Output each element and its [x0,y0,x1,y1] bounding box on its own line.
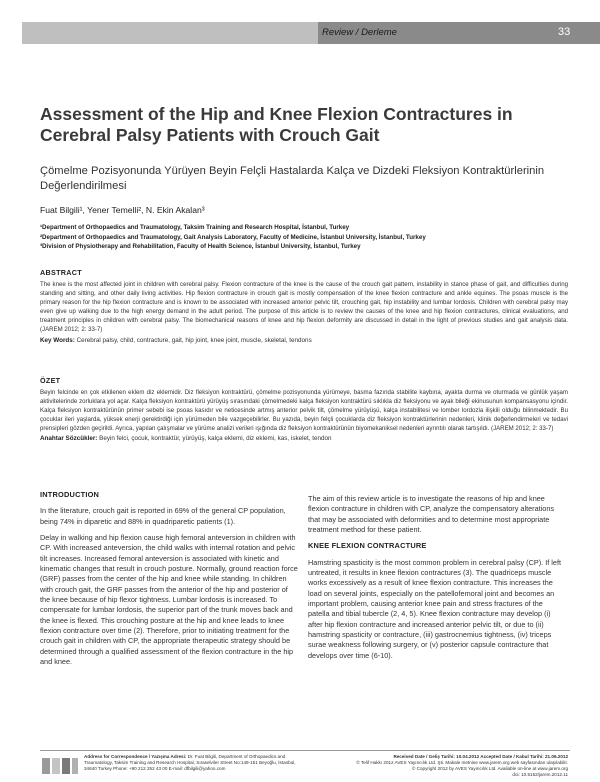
ozet-section [40,376,568,443]
page-number: 33 [558,26,571,38]
header-bar-left [22,22,318,44]
article-title: Assessment of the Hip and Knee Flexion Contractures in Cerebral Palsy Patients with Crouch Gait [40,104,513,145]
aim-paragraph: The aim of this review article is to investigate the reasons of hip and knee flexion contracture in children with CP, analyze the compensatory alterations that may be associated with deformities and to determine most appropriate treatment method for these patient. [308,494,555,535]
doi: doi: 10.5152/jarem.2012.11 [512,772,568,777]
right-column [308,494,566,667]
received-accepted-dates: Received Date / Geliş Tarihi: 10.04.2012 Accepted Date / Kabul Tarihi: 21.06.2012 [393,754,568,759]
keywords-label: Key Words: [40,336,75,344]
ozet-keywords [40,434,568,443]
author-list: Fuat Bilgili¹, Yener Temelli², N. Ekin Akalan³ [40,205,205,215]
ozet-text: Beyin felcinde en çok etkilenen eklem diz eklemidir. Diz fleksiyon kontraktürü, çömelme pozisyonunda yürümeye, basma fazında stabilite kaybına, ayakta durma ve oturmada ve günlük yaşam aktivitelerinde zorluklara yol açar. Kalça fleksiyon kontraktürü yürüyüş sırasındaki çömelmedeki kalça fleksiyon kontraktürü sıklıkla diz fleksiyonu ve ayak bileği ekinusunun kompansasyonu içindir. Kalça fleksiyon kontraktürünün primer sebebi ise psoas kasıdır ve neticesinde artmış anterior pelvik tilt, çömelme yürüyüşü, kalça instabilitesi ve lomber lordozla ilişkili olduğu bilinmektedir. Bu çocuklar ileri yaşlarda, yüksek enerji gerektirdiği için yürümeden bile vazgeçebilirler. Bu yazıda, beyin felçli çocuklarda diz fleksiyon kontraktürlerinin nedenleri, klinik değerlendirmeleri ve tedavi prensipleri gözden geçirildi. Ayrıca, yapılan çalışmalar ve yürüme analizi verileri ışığında diz fleksiyon kontraktürünün biyomekaniksel nedenleri ayrıntılı olarak tartışıldı. (JAREM 2012; 2: 33-7) [40,389,568,433]
correspondence-text: Dr. Fuat Bilgili, Department of Orthopaedics and Traumatology, Taksim Training and Research Hospital, Sıraselviler Street No:149-151 Beyoğlu, İstanbul, 34640 Turkey Phone: +90 212 252 43 00 E-mail: dfbilgili@yahoo.com [84,754,296,771]
abstract-heading: ABSTRACT [40,268,82,277]
keywords-text: Cerebral palsy, child, contracture, gait, hip joint, knee joint, muscle, skeletal, tendons [76,336,312,344]
affiliations [40,223,570,252]
correspondence-label: Address for Correspondence / Yazışma Adresi: [84,754,187,759]
affiliation-1: ¹Department of Orthopaedics and Traumatology, Taksim Training and Research Hospital, İstanbul, Turkey [40,224,350,231]
abstract-text: The knee is the most affected joint in children with cerebral palsy. Flexion contracture of the knee is the cause of the crouch gait pattern, instability in stance phase of gait, and difficulties during standing and sitting, and other daily living activities. Hip flexion contracture in crouch gait is mostly compensation of the knee flexion contracture and ankle equines. The psoas muscle is the primary reason for the hip flexion contracture and is known to be associated with increased anterior pelvic tilt, crouching gait, hip instability and lumbar lordosis. Children with cerebral palsy may even give up walking due to the high energy demand in the adult period. The purpose of this article is to review the causes of the knee and hip flexion contractures, clinical evaluations, and treatment principles in children with cerebral palsy. The biomechanical reasons of knee and hip flexion deformity are discussed in detail in the light of previous studies and gait analysis data. (JAREM 2012; 2: 33-7) [40,281,568,334]
copyright-en: © Copyright 2012 by AVES Yayıncılık Ltd. Available on-line at www.jarem.org [412,766,568,771]
intro-paragraph-2: Delay in walking and hip flexion cause high femoral anteversion in children with CP. With increased anteversion, the child walks with internal rotation and pelvic tilt increases. Increased femoral anteversion is associated with kinetic and kinematic changes that result in crouch posture. Normally, ground reaction force (GRF) passes from the center of the hip and knee while standing. In children with crouch gait, the GRF passes from the anterior of the hip and posterior of the knee because of hip flexor tightness. Lumbar lordosis is increased. To compensate for lumbar lordosis, the superior part of the trunk moves back and the knee is flexed. This crouching posture at the hip and knee leads to knee flexion contracture over time (2). Therefore, prior to initiating treatment for the crouch gait in children with CP, the appropriate therapeutic strategy should be determined through a qualified assessment of the flexion contracture in the hip and knee. [40,533,298,667]
correspondence-block [84,754,299,772]
section-label: Review / Derleme [322,27,397,38]
affiliation-2: ²Department of Orthopaedics and Traumatology, Gait Analysis Laboratory, Faculty of Medicine, İstanbul University, İstanbul, Turkey [40,233,426,241]
knee-flexion-paragraph: Hamstring spasticity is the most common problem in cerebral palsy (CP). If left untreated, it results in knee flexion contractures (3). The quadriceps muscle works excessively as a result of knee flexion contracture. This increases the load on several joints, especially on the patellofemoral joint and becomes an important problem, causing anterior knee pain and stress fractures of the patella and tibial tubercle (2, 4, 5). Knee flexion contracture may develop (i) after hip flexion contracture and increased anterior pelvic tilt, or due to (ii) hamstring spasticity or contracture, (iii) gastrocnemius tightness, (iv) triceps surae weakness following surgery, or (v) posterior capsule contracture that develops over time (6-10). [308,557,562,660]
footer-divider [40,750,570,751]
abstract-section [40,268,568,345]
publication-info [318,754,568,778]
article-subtitle: Çömelme Pozisyonunda Yürüyen Beyin Felçli Hastalarda Kalça ve Dizdeki Fleksiyon Kontraktürlerinin Değerlendirilmesi [40,165,545,192]
anahtar-text: Beyin felci, çocuk, kontraktür, yürüyüş, kalça eklemi, diz eklemi, kas, iskelet, tendon [99,435,332,443]
publisher-logo-icon [40,755,80,777]
abstract-keywords [40,336,568,345]
header-bar [0,22,600,44]
introduction-heading: INTRODUCTION [40,490,100,499]
ozet-heading: ÖZET [40,376,61,385]
anahtar-label: Anahtar Sözcükler: [40,435,98,443]
left-column [40,490,298,674]
affiliation-3: ³Division of Physiotherapy and Rehabilitation, Faculty of Health Science, İstanbul University, İstanbul, Turkey [40,243,361,250]
intro-paragraph-1: In the literature, crouch gait is reported in 69% of the general CP population, being 74% in diparetic and 88% in quadriparetic patients (1). [40,506,286,526]
copyright-tr: © Telif Hakkı 2012 AVES Yayıncılık Ltd. Şti. Makale metnine www.jarem.org web sayfasından ulaşılabilir. [356,760,568,765]
knee-flexion-heading: KNEE FLEXION CONTRACTURE [308,541,427,551]
